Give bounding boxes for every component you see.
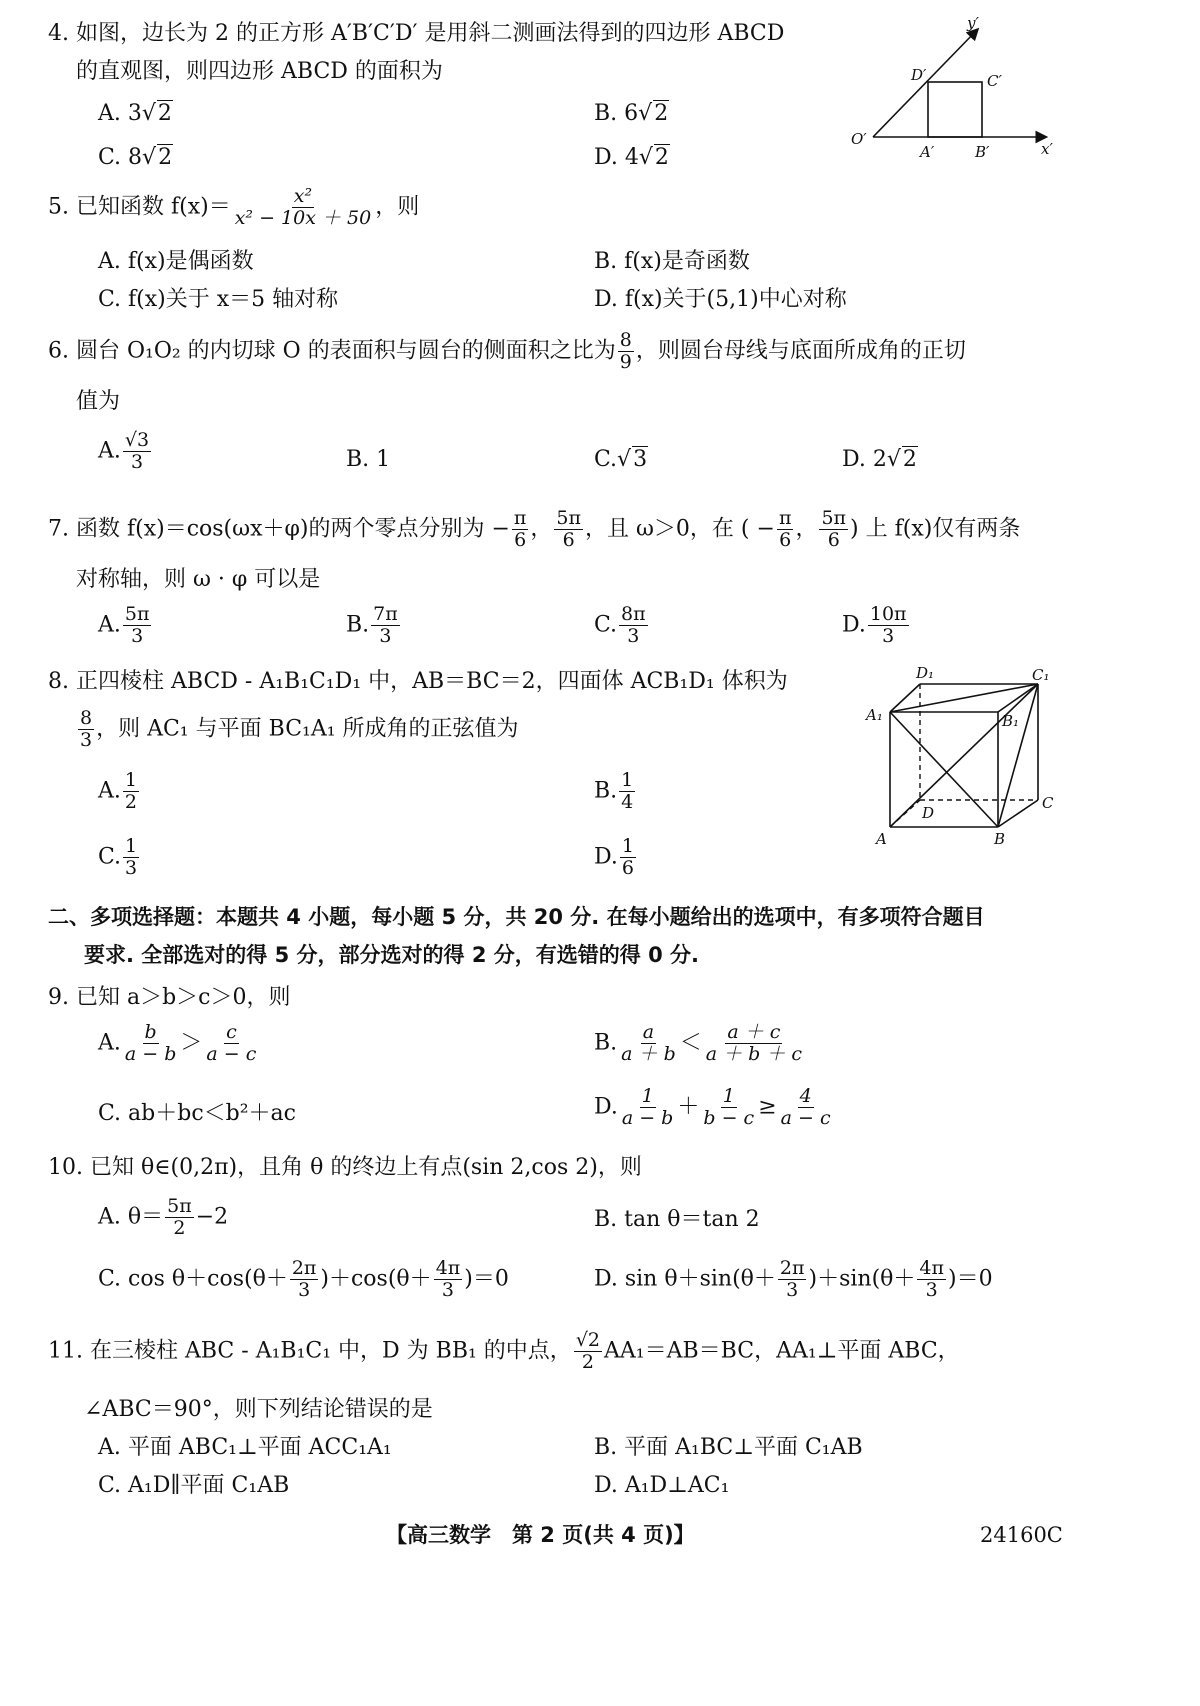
q7-option-c: C. $\frac{8\pi}{3}$ bbox=[594, 603, 646, 647]
q5-option-b: B. f(x)是奇函数 bbox=[594, 249, 750, 274]
q10-option-b: B. tan θ＝tan 2 bbox=[594, 1207, 760, 1232]
q4-option-d: D. 4√ 2 bbox=[594, 144, 670, 172]
q11-option-a: A. 平面 ABC₁⊥平面 ACC₁A₁ bbox=[98, 1435, 392, 1460]
q5-option-d: D. f(x)关于(5,1)中心对称 bbox=[594, 287, 847, 312]
q9-option-a: A. $\frac{b}{a - b}$ ＞ $\frac{c}{a - c}$ bbox=[98, 1021, 257, 1065]
label-a: A′ bbox=[920, 143, 935, 161]
q11-stem: 11. 在三棱柱 ABC - A₁B₁C₁ 中，D 为 BB₁ 的中点， $\frac{√2}{2}$ AA₁＝AB＝BC，AA₁⊥平面 ABC， bbox=[48, 1329, 960, 1373]
q6-option-c: C.√ 3 bbox=[594, 446, 648, 474]
label-o: O′ bbox=[851, 130, 867, 148]
section2-line2: 要求. 全部选对的得 5 分，部分选对的得 2 分，有选错的得 0 分. bbox=[84, 943, 699, 967]
label-b: B′ bbox=[975, 143, 990, 161]
q8-option-c: C. $\frac{1}{3}$ bbox=[98, 835, 138, 879]
label-x: x′ bbox=[1041, 140, 1053, 158]
q6-stem: 6. 圆台 O₁O₂ 的内切球 O 的表面积与圆台的侧面积之比为 $\frac{8}{9}$ ，则圆台母线与底面所成角的正切 bbox=[48, 329, 966, 373]
q8-option-b: B. $\frac{1}{4}$ bbox=[594, 769, 634, 813]
q8-option-d: D. $\frac{1}{6}$ bbox=[594, 835, 634, 879]
q4-option-c: C. 8√ 2 bbox=[98, 144, 173, 172]
q8-prism-figure bbox=[860, 662, 1070, 852]
label-d: D bbox=[922, 804, 935, 822]
q6-stem-line2: 值为 bbox=[76, 389, 121, 414]
section2-line1: 二、多项选择题：本题共 4 小题，每小题 5 分，共 20 分. 在每小题给出的选项中，有多项符合题目 bbox=[48, 905, 985, 929]
label-y: y′ bbox=[967, 14, 979, 32]
label-a1: A₁ bbox=[866, 706, 883, 724]
q9-option-c: C. ab＋bc＜b²＋ac bbox=[98, 1101, 296, 1126]
label-c1: C₁ bbox=[1032, 666, 1050, 684]
q8-stem-line1: 8. 正四棱柱 ABCD - A₁B₁C₁D₁ 中，AB＝BC＝2，四面体 ACB₁D₁ 体积为 bbox=[48, 669, 788, 694]
q5-option-a: A. f(x)是偶函数 bbox=[98, 249, 254, 274]
label-a: A bbox=[876, 830, 887, 848]
q7-stem-line2: 对称轴，则 ω · φ 可以是 bbox=[76, 567, 321, 592]
q8-stem-line2: $\frac{8}{3}$ ，则 AC₁ 与平面 BC₁A₁ 所成角的正弦值为 bbox=[80, 707, 519, 751]
q11-stem-line2: ∠ABC＝90°，则下列结论错误的是 bbox=[84, 1397, 433, 1422]
q9-option-b: B. $\frac{a}{a + b}$ ＜ $\frac{a + c}{a + b + c}$ bbox=[594, 1021, 803, 1065]
q5-stem: 5. 已知函数 f(x)＝ $\frac{\text{x²}}{\text{x² − 10x ＋ 50}}$ ，则 bbox=[48, 185, 420, 229]
q11-option-b: B. 平面 A₁BC⊥平面 C₁AB bbox=[594, 1435, 863, 1460]
label-d: D′ bbox=[911, 66, 927, 84]
page-footer-label: 【高三数学 第 2 页(共 4 页)】 bbox=[386, 1523, 695, 1547]
q4-option-b: B. 6√ 2 bbox=[594, 100, 669, 128]
label-b1: B₁ bbox=[1002, 712, 1020, 730]
label-d1: D₁ bbox=[916, 664, 935, 682]
q4-oblique-figure bbox=[845, 12, 1065, 162]
q7-option-b: B. $\frac{7\pi}{3}$ bbox=[346, 603, 398, 647]
q9-stem: 9. 已知 a＞b＞c＞0，则 bbox=[48, 985, 291, 1010]
q7-option-a: A. $\frac{5\pi}{3}$ bbox=[98, 603, 150, 647]
square bbox=[928, 82, 982, 137]
q5-option-c: C. f(x)关于 x＝5 轴对称 bbox=[98, 287, 339, 312]
q11-option-c: C. A₁D∥平面 C₁AB bbox=[98, 1473, 290, 1498]
label-b: B bbox=[994, 830, 1006, 848]
q7-stem: 7. 函数 f(x)＝cos(ωx＋φ)的两个零点分别为 − $\frac{\pi}{6}$ ， $\frac{5\pi}{6}$ ，且 ω＞0，在 ( − $\frac{\pi}{6}$ ， $\frac{5\pi}{6}$ ) 上 f(x)仅有两条 bbox=[48, 507, 1021, 551]
label-c: C bbox=[1042, 794, 1054, 812]
q4-stem-line1: 4. 如图，边长为 2 的正方形 A′B′C′D′ 是用斜二测画法得到的四边形 ABCD bbox=[48, 21, 785, 46]
q11-option-d: D. A₁D⊥AC₁ bbox=[594, 1473, 730, 1498]
q4-stem-line2: 的直观图，则四边形 ABCD 的面积为 bbox=[76, 59, 443, 84]
q6-option-b: B. 1 bbox=[346, 447, 391, 472]
q6-option-d: D. 2√ 2 bbox=[842, 446, 918, 474]
q7-option-d: D. $\frac{10\pi}{3}$ bbox=[842, 603, 907, 647]
q10-stem: 10. 已知 θ∈(0,2π)，且角 θ 的终边上有点(sin 2,cos 2)，则 bbox=[48, 1155, 642, 1180]
q8-option-a: A. $\frac{1}{2}$ bbox=[98, 769, 137, 813]
q10-option-d: D. sin θ＋sin(θ＋ $\frac{2\pi}{3}$ )＋sin(θ＋ $\frac{4\pi}{3}$ )＝0 bbox=[594, 1257, 993, 1301]
q10-option-c: C. cos θ＋cos(θ＋ $\frac{2\pi}{3}$ )＋cos(θ＋ $\frac{4\pi}{3}$ )＝0 bbox=[98, 1257, 509, 1301]
q9-option-d: D. $\frac{1}{a - b}$ ＋ $\frac{1}{b - c}$ ≥ $\frac{4}{a - c}$ bbox=[594, 1085, 831, 1129]
q4-option-a: A. 3√ 2 bbox=[98, 100, 173, 128]
page-footer-code: 24160C bbox=[980, 1523, 1063, 1547]
q6-option-a: A. $\frac{√3}{3}$ bbox=[98, 429, 150, 473]
label-c: C′ bbox=[987, 72, 1002, 90]
q10-option-a: A. θ＝ $\frac{5\pi}{2}$ −2 bbox=[98, 1195, 229, 1239]
